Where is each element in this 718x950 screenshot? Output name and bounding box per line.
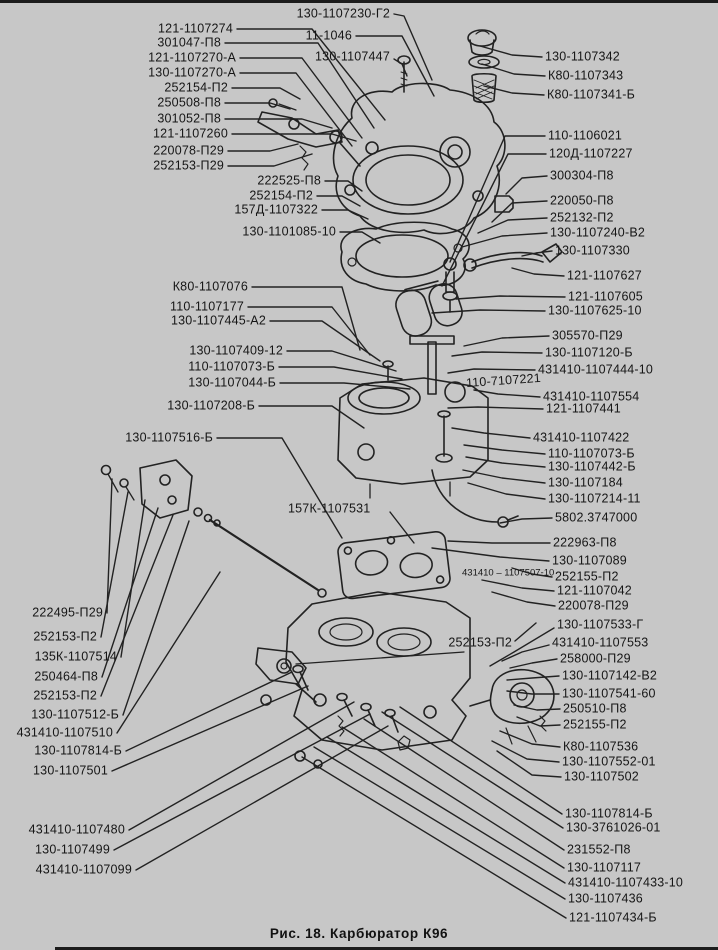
- leader-line: [340, 232, 380, 243]
- part-label: 121-1107434-Б: [569, 910, 657, 925]
- part-label: 431410-1107444-10: [538, 362, 654, 377]
- part-label: 431410-1107553: [552, 635, 649, 650]
- part-label: 130-1101085-10: [242, 224, 336, 239]
- part-label: 130-1107512-Б: [31, 707, 119, 722]
- leader-line: [482, 580, 554, 591]
- leader-line: [452, 352, 542, 356]
- leader-line: [129, 702, 354, 830]
- part-label: 301047-П8: [157, 35, 221, 50]
- leader-line: [225, 119, 332, 128]
- part-label: 157К-1107531: [288, 501, 371, 516]
- leader-line: [314, 747, 565, 899]
- leader-line: [448, 541, 550, 543]
- part-label: 121-1107260: [153, 126, 228, 141]
- part-label: К80-1107341-Б: [547, 87, 636, 102]
- part-label: 431410-1107554: [543, 389, 640, 404]
- leader-line: [497, 751, 561, 777]
- part-label: 130-1107814-Б: [34, 743, 122, 758]
- part-label: 130-1107270-А: [148, 65, 236, 80]
- leader-line: [101, 492, 128, 637]
- part-label: 130-1107214-11: [548, 491, 641, 506]
- part-label: 110-1107073-Б: [188, 359, 275, 374]
- leader-line: [492, 592, 555, 606]
- part-label: 252155-П2: [563, 717, 627, 732]
- leader-line: [117, 572, 220, 733]
- leader-line: [136, 726, 388, 870]
- part-label: 130-1107409-12: [189, 343, 283, 358]
- leader-line: [450, 136, 545, 262]
- diaphragm-unit: [470, 670, 554, 744]
- leader-line: [114, 714, 370, 850]
- part-label: 231552-П8: [567, 842, 631, 857]
- part-label: 220078-П29: [558, 598, 629, 613]
- part-label: К80-1107536: [563, 739, 639, 754]
- part-label: 431410-1107510: [16, 725, 113, 740]
- leader-line: [252, 287, 360, 350]
- leader-line: [325, 181, 362, 191]
- part-label: 110-1107177: [169, 299, 244, 314]
- part-label: 130-1107208-Б: [167, 398, 255, 413]
- leader-line: [112, 686, 308, 771]
- part-label: 130-1107442-Б: [548, 459, 636, 474]
- leader-line: [517, 717, 560, 726]
- part-label: 130-1107044-Б: [188, 375, 276, 390]
- part-label: 130-1107117: [567, 860, 642, 875]
- part-label: 222495-П29: [32, 605, 103, 620]
- part-label: 300304-П8: [550, 168, 614, 183]
- part-label: 252154-П2: [249, 188, 313, 203]
- part-label: 11-1046: [305, 28, 352, 43]
- part-label: 130-1107533-Г: [557, 617, 644, 632]
- leader-line: [432, 548, 549, 561]
- leader-line: [342, 727, 564, 868]
- part-label: 120Д-1107227: [549, 146, 633, 161]
- part-label: 301052-П8: [157, 111, 221, 126]
- filter-plug-stack: [468, 30, 499, 102]
- leader-line: [507, 676, 559, 680]
- leader-line: [126, 672, 292, 751]
- part-label: 431410-1107480: [28, 822, 125, 837]
- air-horn-cover: [334, 56, 505, 234]
- part-label: 130-1107814-Б: [565, 806, 653, 821]
- leader-line: [500, 731, 560, 747]
- part-label: 130-1107552-01: [562, 754, 656, 769]
- leader-line: [232, 88, 300, 99]
- part-label: 250508-П8: [157, 95, 221, 110]
- leader-line: [456, 296, 565, 299]
- part-label: 110-7107221: [465, 370, 542, 391]
- part-label: 130-3761026-01: [566, 820, 661, 835]
- leader-line: [474, 390, 540, 397]
- leader-line: [466, 457, 545, 467]
- part-label: 222963-П8: [553, 535, 617, 550]
- part-label: 250464-П8: [34, 669, 98, 684]
- leader-line: [279, 367, 402, 379]
- part-label: 157Д-1107322: [234, 202, 318, 217]
- part-label: 121-1107605: [568, 289, 643, 304]
- part-label: 250510-П8: [563, 701, 627, 716]
- part-label: 130-1107625-10: [548, 303, 642, 318]
- part-label: 130-1107541-60: [562, 686, 656, 701]
- part-label: 130-1107184: [548, 475, 623, 490]
- leader-line: [464, 336, 549, 346]
- part-label: 220078-П29: [153, 143, 224, 158]
- part-label: 130-1107436: [568, 891, 643, 906]
- part-label: 252132-П2: [550, 210, 614, 225]
- part-label: 431410-1107422: [533, 430, 630, 445]
- part-label: 121-1107270-А: [148, 50, 236, 65]
- leader-line: [510, 659, 557, 668]
- part-label: 431410-1107433-10: [568, 875, 684, 890]
- leader-line: [463, 470, 545, 483]
- part-label: 130-1107499: [35, 842, 110, 857]
- leader-line: [478, 218, 547, 233]
- leader-line: [480, 46, 542, 57]
- part-label: 130-1107240-В2: [550, 225, 646, 240]
- part-label: 130-1107342: [545, 49, 620, 64]
- part-label: 130-1107516-Б: [125, 430, 213, 445]
- part-label: 258000-П29: [560, 651, 631, 666]
- part-label: 130-1107502: [564, 769, 639, 784]
- part-label: 252153-П29: [153, 158, 224, 173]
- part-label: 130-1107330: [555, 243, 630, 258]
- part-label: 135К-1107514: [34, 649, 117, 664]
- figure-caption: Рис. 18. Карбюратор К96: [269, 926, 449, 941]
- leader-line: [217, 438, 342, 538]
- part-label: 130-1107142-В2: [562, 668, 658, 683]
- leader-line: [121, 500, 145, 657]
- leader-line: [492, 741, 559, 762]
- part-label: 252153-П2: [448, 635, 512, 650]
- part-label: 130-1107501: [33, 763, 108, 778]
- part-label: 431410-1107099: [35, 862, 132, 877]
- lower-gasket-plate: [337, 530, 451, 599]
- throttle-body: [286, 592, 470, 750]
- part-label: 121-1107441: [546, 401, 621, 416]
- part-label: 130-1107445-А2: [170, 313, 266, 328]
- leader-line: [448, 407, 543, 409]
- part-label: 220050-П8: [550, 193, 614, 208]
- part-label: 130-1107447: [315, 49, 390, 64]
- leader-line: [506, 176, 547, 194]
- leader-line: [452, 428, 530, 438]
- leader-line: [101, 515, 173, 696]
- part-label: 252153-П2: [33, 629, 97, 644]
- part-label: 121-1107274: [158, 21, 233, 36]
- part-label: 110-1107073-Б: [548, 446, 635, 461]
- leader-line: [462, 233, 547, 247]
- part-label: 252154-П2: [164, 80, 228, 95]
- part-label: 5802.3747000: [555, 510, 638, 525]
- leader-line: [464, 445, 545, 454]
- part-label: 121-1107042: [557, 583, 632, 598]
- part-label: 431410 – 1107507-10: [462, 567, 555, 579]
- leader-line: [123, 521, 189, 715]
- leader-line: [432, 310, 545, 313]
- leader-line: [515, 623, 536, 641]
- leader-line: [394, 14, 432, 80]
- part-label: 121-1107627: [567, 268, 642, 283]
- leader-line: [512, 268, 564, 276]
- leader-line: [259, 406, 364, 428]
- part-label: 305570-П29: [552, 328, 623, 343]
- leader-line: [228, 154, 312, 166]
- part-label: 252155-П2: [555, 569, 619, 584]
- part-label: 130-1107089: [552, 553, 627, 568]
- part-label: 130-1107230-Г2: [296, 6, 390, 21]
- part-label: К80-1107343: [548, 68, 624, 83]
- part-label: 222525-П8: [257, 173, 321, 188]
- leader-line: [302, 757, 566, 918]
- part-label: 130-1107120-Б: [545, 345, 633, 360]
- leader-line: [356, 36, 434, 96]
- leader-line: [228, 144, 298, 151]
- leader-line: [270, 321, 380, 361]
- part-label: 110-1106021: [548, 128, 623, 143]
- part-label: К80-1107076: [172, 279, 248, 294]
- part-label: 252153-П2: [33, 688, 97, 703]
- leader-line: [468, 483, 545, 499]
